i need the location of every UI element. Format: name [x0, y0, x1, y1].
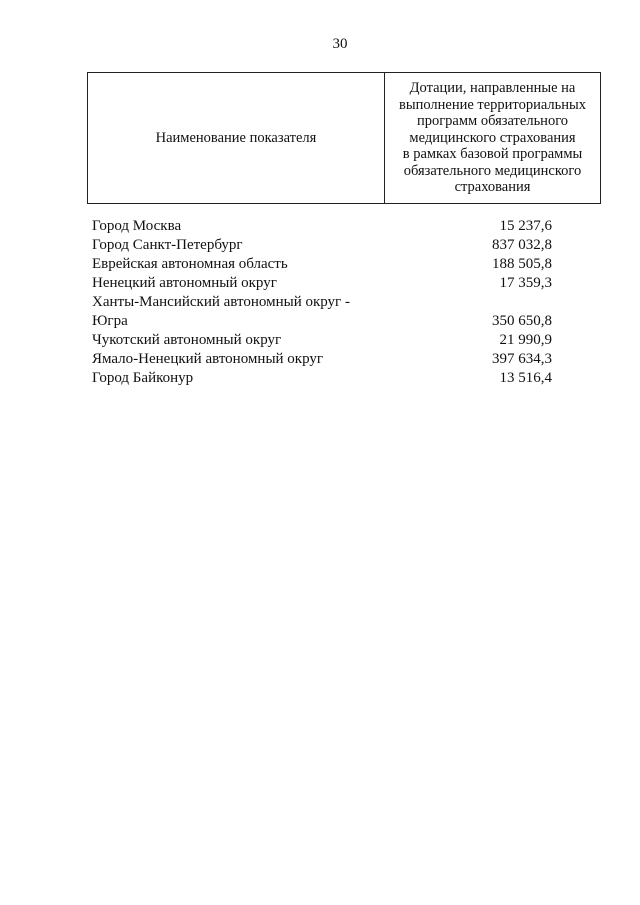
- table-body: [92, 217, 552, 388]
- row-label: Город Санкт-Петербург: [92, 237, 243, 253]
- row-label: Еврейская автономная область: [92, 256, 288, 272]
- table-row: [92, 331, 552, 350]
- page-number: 30: [332, 36, 348, 52]
- row-value: 837 032,8: [492, 237, 552, 253]
- row-label: Чукотский автономный округ: [92, 332, 282, 348]
- table-row: [92, 350, 552, 369]
- header-value-line: медицинского страхования: [409, 129, 576, 146]
- row-value: 17 359,3: [499, 275, 552, 291]
- header-value-column: [385, 73, 601, 204]
- header-value-line: Дотации, направленные на: [409, 80, 576, 97]
- header-value-line: страхования: [454, 179, 531, 196]
- row-value: 13 516,4: [499, 370, 552, 386]
- table-header: [87, 72, 601, 204]
- table-row: [92, 312, 552, 331]
- row-value: 188 505,8: [492, 256, 552, 272]
- header-value-line: выполнение территориальных: [398, 96, 587, 113]
- row-value: 350 650,8: [492, 313, 552, 329]
- row-value: 15 237,6: [499, 218, 552, 234]
- table-row: [92, 255, 552, 274]
- table-row: [92, 236, 552, 255]
- header-value-line: в рамках базовой программы: [402, 146, 583, 163]
- header-value-line: программ обязательного: [416, 113, 569, 130]
- row-value: 397 634,3: [492, 351, 552, 367]
- header-name-label: Наименование показателя: [155, 129, 317, 146]
- row-label: Город Байконур: [92, 370, 194, 386]
- row-label: Ханты-Мансийский автономный округ -: [92, 294, 350, 310]
- row-value: [432, 293, 552, 312]
- table-row: [92, 217, 552, 236]
- header-value-line: обязательного медицинского: [403, 162, 582, 179]
- row-value: 21 990,9: [499, 332, 552, 348]
- table-row: [92, 293, 552, 312]
- header-name-column: [88, 73, 385, 204]
- row-label: Город Москва: [92, 218, 182, 234]
- row-label: Югра: [92, 313, 128, 329]
- table-row: [92, 274, 552, 293]
- row-label: Ненецкий автономный округ: [92, 275, 277, 291]
- row-label: Ямало-Ненецкий автономный округ: [92, 351, 324, 367]
- table-row: [92, 369, 552, 388]
